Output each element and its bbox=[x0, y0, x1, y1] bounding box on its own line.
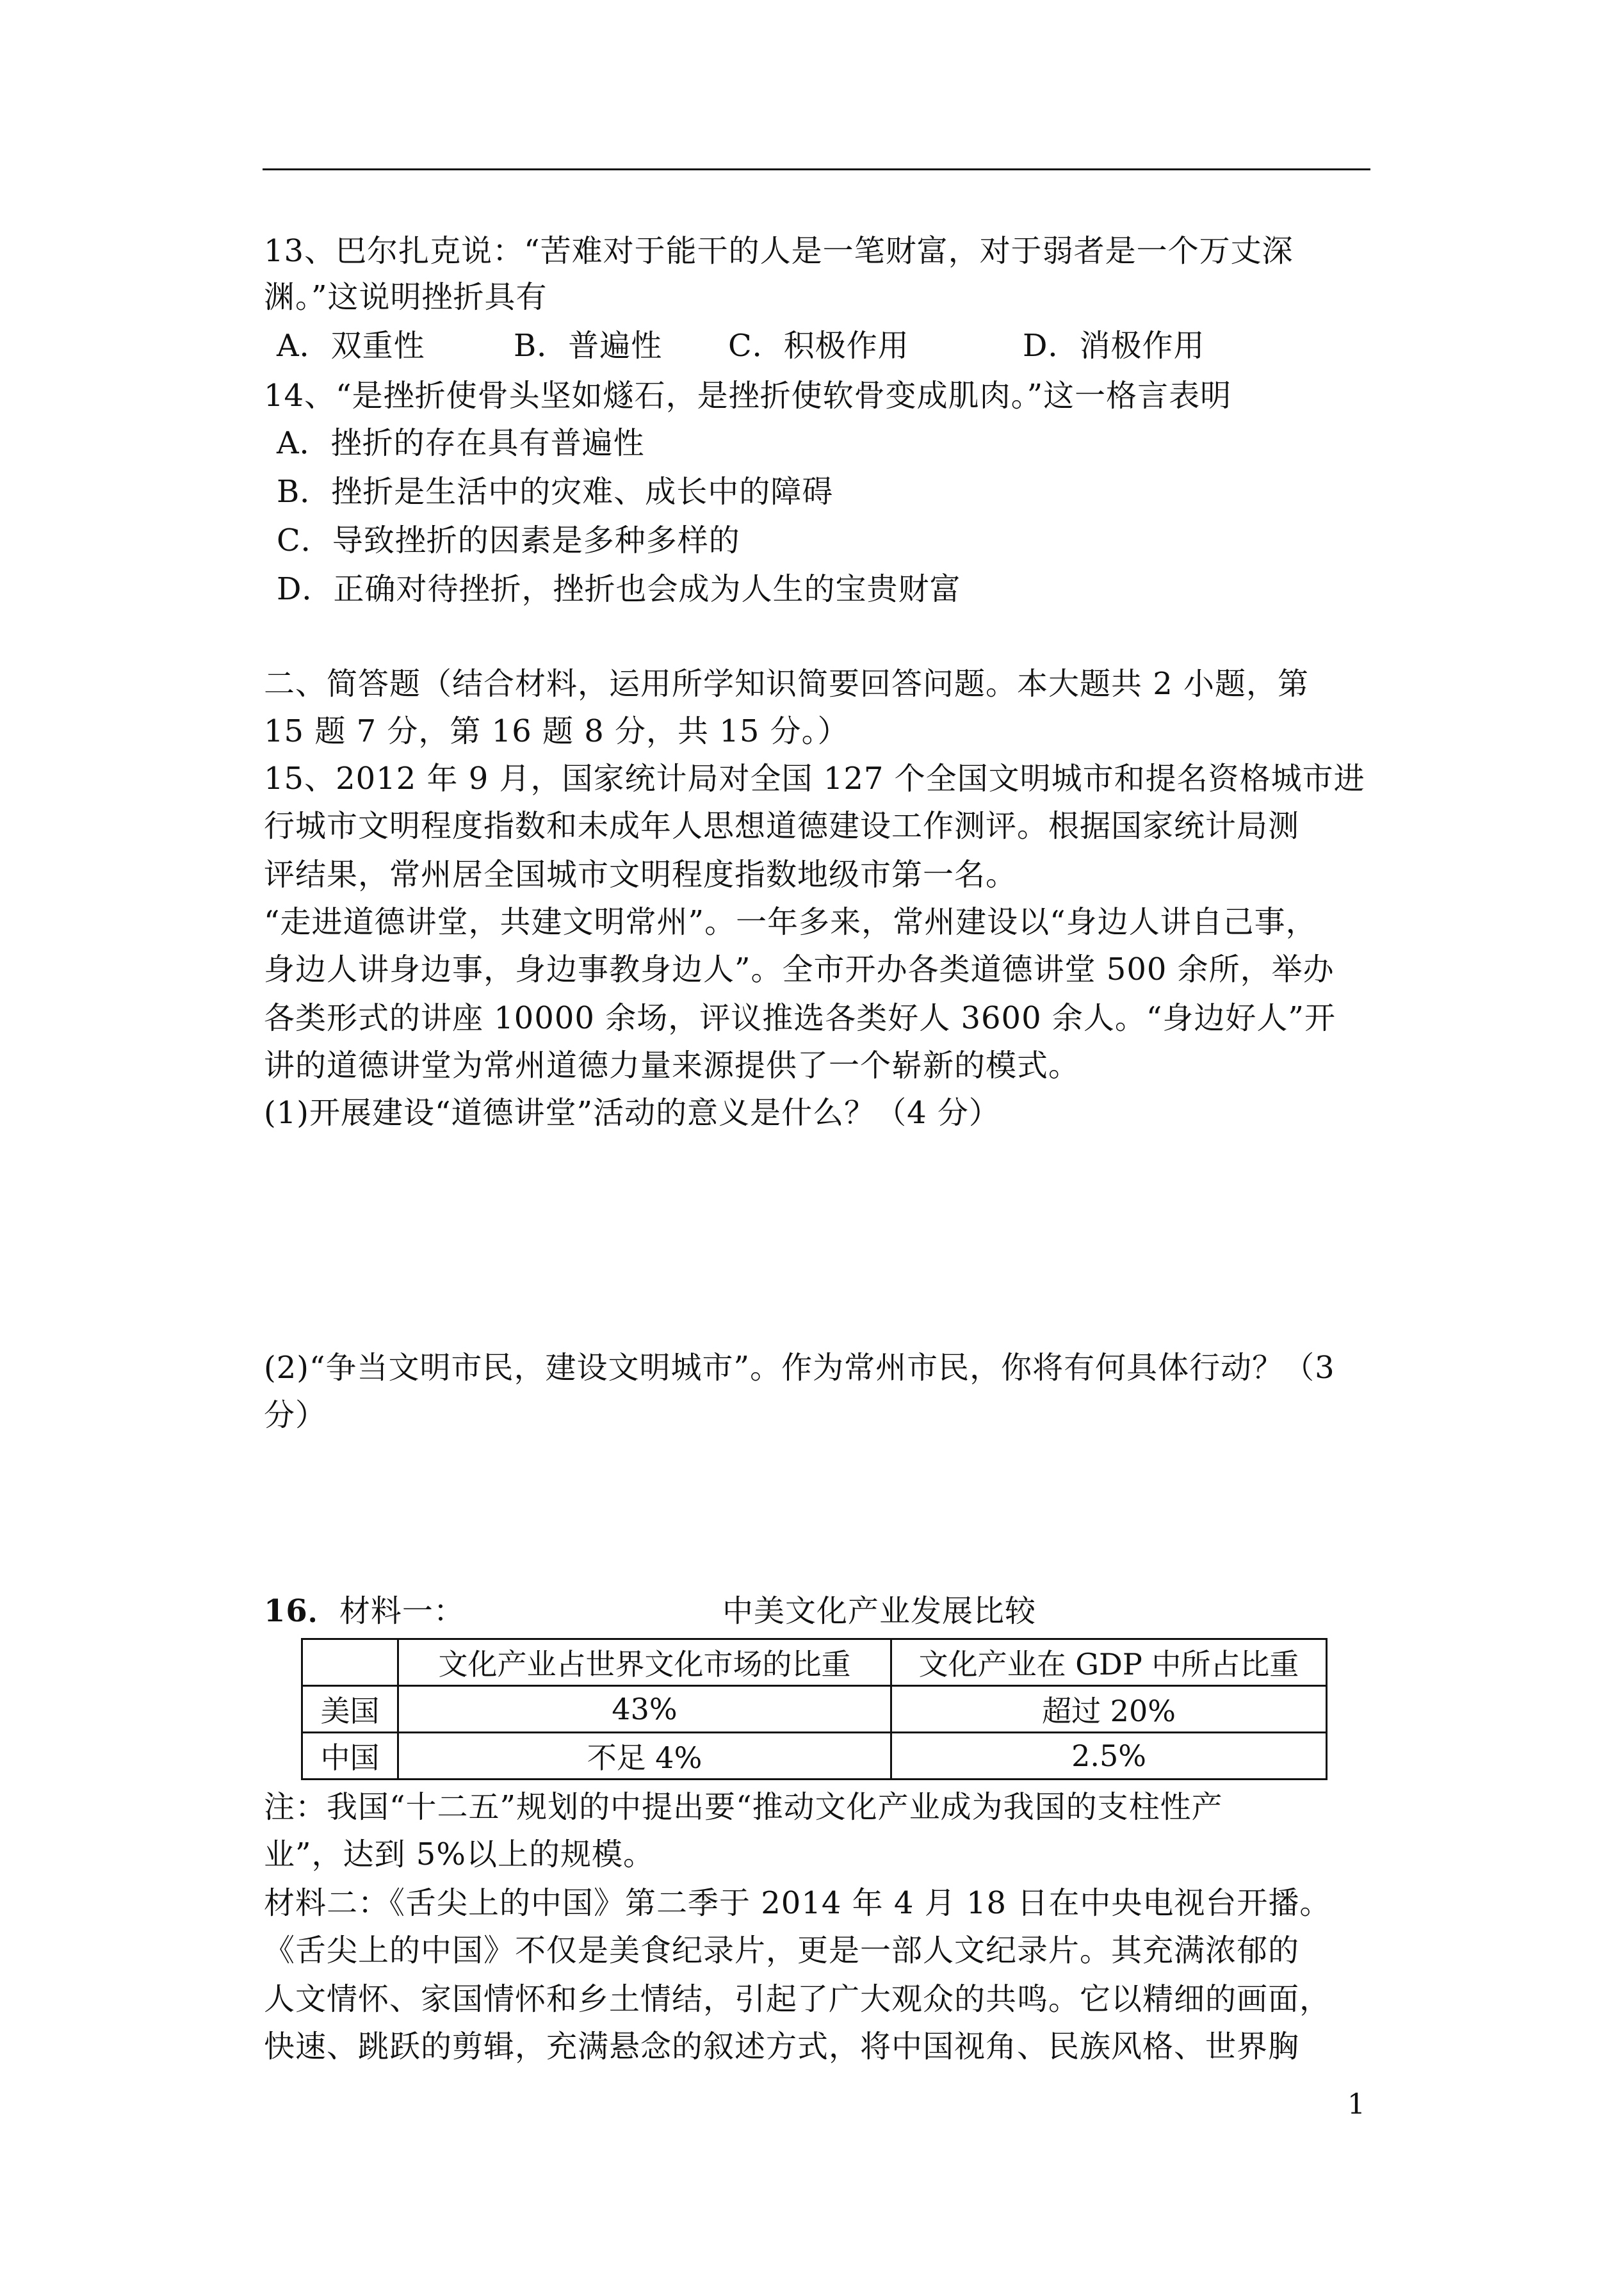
q16-table-title: 中美文化产业发展比较 bbox=[722, 1593, 1037, 1629]
q13-option-b: B．普遍性 bbox=[514, 328, 663, 364]
table-row bbox=[302, 1733, 1327, 1780]
q15-paragraph-line: 行城市文明程度指数和未成年人思想道德建设工作测评。根据国家统计局测 bbox=[264, 808, 1300, 844]
q13-options bbox=[277, 327, 1205, 365]
q13-stem-line-1: 13、巴尔扎克说：“苦难对于能干的人是一笔财富，对于弱者是一个万丈深 bbox=[264, 233, 1294, 269]
table-cell: 超过 20% bbox=[891, 1686, 1327, 1733]
q15-subquestion-1: (1)开展建设“道德讲堂”活动的意义是什么？（4 分） bbox=[264, 1095, 1000, 1131]
table-header-cell: 文化产业在 GDP 中所占比重 bbox=[891, 1639, 1327, 1686]
header-rule bbox=[263, 168, 1370, 170]
section2-heading-line-1: 二、简答题（结合材料，运用所学知识简要回答问题。本大题共 2 小题，第 bbox=[264, 666, 1310, 702]
table-cell: 中国 bbox=[302, 1733, 398, 1780]
q15-paragraph-line: 各类形式的讲座 10000 余场，评议推选各类好人 3600 余人。“身边好人”开 bbox=[264, 1000, 1336, 1036]
q14-option-b: B．挫折是生活中的灾难、成长中的障碍 bbox=[277, 474, 834, 510]
q16-material2-line: 人文情怀、家国情怀和乡土情结，引起了广大观众的共鸣。它以精细的画面， bbox=[264, 1981, 1331, 2017]
table-row bbox=[302, 1686, 1327, 1733]
q16-note-line-1: 注：我国“十二五”规划的中提出要“推动文化产业成为我国的支柱性产 bbox=[264, 1789, 1223, 1825]
q16-note-line-2: 业”，达到 5%以上的规模。 bbox=[264, 1837, 654, 1872]
q16-header bbox=[264, 1592, 465, 1630]
q16-material1-label: 材料一： bbox=[339, 1593, 465, 1629]
q15-subquestion-2-line-1: (2)“争当文明市民，建设文明城市”。作为常州市民，你将有何具体行动？（3 bbox=[264, 1350, 1335, 1386]
q14-option-c: C．导致挫折的因素是多种多样的 bbox=[277, 523, 740, 558]
table-header-cell: 文化产业占世界文化市场的比重 bbox=[398, 1639, 891, 1686]
page-number: 1 bbox=[1347, 2088, 1365, 2121]
table-cell: 2.5% bbox=[891, 1733, 1327, 1780]
q14-option-a: A．挫折的存在具有普遍性 bbox=[277, 425, 645, 461]
q15-paragraph-line: “走进道德讲堂，共建文明常州”。一年多来，常州建设以“身边人讲自己事， bbox=[264, 904, 1317, 940]
q15-subquestion-2-line-2: 分） bbox=[264, 1397, 327, 1433]
q13-option-c: C．积极作用 bbox=[728, 328, 909, 364]
table-cell: 43% bbox=[398, 1686, 891, 1733]
q13-option-a: A．双重性 bbox=[277, 328, 425, 364]
q15-paragraph-line: 15、2012 年 9 月，国家统计局对全国 127 个全国文明城市和提名资格城市进 bbox=[264, 761, 1365, 797]
table-header-cell bbox=[302, 1639, 398, 1686]
q14-option-d: D．正确对待挫折，挫折也会成为人生的宝贵财富 bbox=[277, 571, 961, 607]
q14-stem: 14、“是挫折使骨头坚如燧石，是挫折使软骨变成肌肉。”这一格言表明 bbox=[264, 378, 1232, 414]
q16-material2-line: 《舌尖上的中国》不仅是美食纪录片，更是一部人文纪录片。其充满浓郁的 bbox=[264, 1933, 1300, 1968]
q16-material2-line: 材料二：《舌尖上的中国》第二季于 2014 年 4 月 18 日在中央电视台开播。 bbox=[264, 1885, 1331, 1921]
section2-heading-line-2: 15 题 7 分，第 16 题 8 分，共 15 分。） bbox=[264, 713, 849, 749]
table-header-row bbox=[302, 1639, 1327, 1686]
q16-number: 16． bbox=[264, 1593, 339, 1629]
q13-option-d: D．消极作用 bbox=[1023, 328, 1205, 364]
q16-material2-line: 快速、跳跃的剪辑，充满悬念的叙述方式，将中国视角、民族风格、世界胸 bbox=[264, 2029, 1300, 2064]
q13-stem-line-2: 渊。”这说明挫折具有 bbox=[264, 279, 548, 315]
table-cell: 不足 4% bbox=[398, 1733, 891, 1780]
q15-paragraph-line: 评结果，常州居全国城市文明程度指数地级市第一名。 bbox=[264, 857, 1018, 893]
q15-paragraph-line: 讲的道德讲堂为常州道德力量来源提供了一个崭新的模式。 bbox=[264, 1048, 1080, 1083]
comparison-table bbox=[301, 1638, 1328, 1780]
q15-paragraph-line: 身边人讲身边事，身边事教身边人”。全市开办各类道德讲堂 500 余所，举办 bbox=[264, 952, 1335, 987]
table-cell: 美国 bbox=[302, 1686, 398, 1733]
